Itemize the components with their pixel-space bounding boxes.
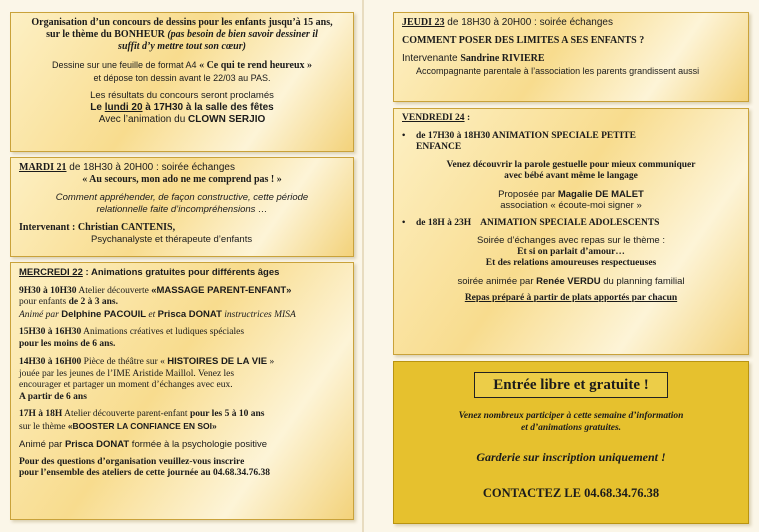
mardi-title: « Au secours, mon ado ne me comprend pas ! » bbox=[82, 174, 282, 185]
concours-intro: Organisation d’un concours de dessins pour les enfants jusqu’à 15 ans, bbox=[31, 17, 333, 28]
mercredi-inscription-2: pour l’ensemble des ateliers de cette journée au 04.68.34.76.38 bbox=[19, 468, 271, 478]
encart-garderie: Garderie sur inscription uniquement ! bbox=[476, 450, 666, 464]
mardi-desc-1: Comment appréhender, de façon constructive, cette période bbox=[55, 192, 309, 203]
mardi-role: Psychanalyste et thérapeute d’enfants bbox=[91, 234, 253, 245]
concours-date: Le lundi 20 à 17H30 à la salle des fêtes bbox=[90, 102, 274, 113]
mercredi-heading: MERCREDI 22 : Animations gratuites pour différents âges bbox=[19, 267, 280, 278]
mardi-heading: MARDI 21 de 18H30 à 20H00 : soirée échanges bbox=[19, 162, 235, 173]
jeudi-intervenante: Intervenante Sandrine RIVIERE bbox=[402, 53, 545, 64]
vendredi-item-petite-enfance: • de 17H30 à 18H30 ANIMATION SPECIALE PETITE ENFANCE bbox=[402, 130, 636, 152]
mardi-desc-2: relationnelle faite d’incompréhensions … bbox=[96, 204, 268, 215]
jeudi-title: COMMENT POSER DES LIMITES A SES ENFANTS ? bbox=[402, 35, 645, 46]
mercredi-atelier-4: 17H à 18H Atelier découverte parent-enfant pour les 5 à 10 ans bbox=[19, 409, 265, 419]
concours-theme: sur le thème du BONHEUR (pas besoin de bien savoir dessiner il bbox=[46, 29, 318, 40]
mercredi-panel: MERCREDI 22 : Animations gratuites pour différents âges 9H30 à 10H30 Atelier découverte «MASSAGE PARENT-ENFANT» pour enfants de 2 à 3 ans. Animé par Delphine PACOUIL et Prisca DONAT instructrices MISA 15H30 à 16H30 Animations créatives et ludiques spéciales pour les moins de 6 ans. 14H30 à 16H00 Pièce de théâtre sur « HISTOIRES DE LA VIE » jouée par les jeunes de l’IME Aristide Maillol. Venez les encourager et partager un moment d’échanges avec eux. A partir de 6 ans 17H à 18H Atelier découverte parent-enfant pour les 5 à 10 ans sur le thème «BOOSTER LA CONFIANCE EN SOI» Animé par Prisca DONAT formée à la psychologie positive Pour des questions d’organisation veuillez-vous inscrire pour l’ensemble des ateliers de cette journée au 04.68.34.76.38 bbox=[10, 262, 354, 520]
encart-venez-1: Venez nombreux participer à cette semaine d’information bbox=[458, 411, 684, 421]
encart-contact: CONTACTEZ LE 04.68.34.76.38 bbox=[482, 486, 660, 500]
jeudi-panel bbox=[393, 12, 749, 102]
page-fold bbox=[362, 0, 364, 532]
mardi-intervenant: Intervenant : Christian CANTENIS, bbox=[19, 222, 176, 233]
jeudi-heading: JEUDI 23 de 18H30 à 20H00 : soirée échanges bbox=[402, 17, 613, 28]
mardi-panel bbox=[10, 157, 354, 257]
mercredi-atelier-2: 15H30 à 16H30 Animations créatives et ludiques spéciales bbox=[19, 327, 245, 337]
vendredi-item-adolescents: • de 18H à 23H ANIMATION SPECIALE ADOLESCENTS bbox=[402, 217, 660, 228]
concours-panel bbox=[10, 12, 354, 152]
concours-resultats: Les résultats du concours seront proclamés bbox=[90, 90, 274, 101]
mercredi-inscription-1: Pour des questions d’organisation veuillez-vous inscrire bbox=[19, 456, 245, 467]
concours-clown: Avec l’animation du CLOWN SERJIO bbox=[98, 114, 266, 125]
vendredi-heading: VENDREDI 24 : bbox=[402, 113, 471, 123]
encart-venez-2: et d’animations gratuites. bbox=[520, 423, 622, 433]
concours-note: suffit d’y mettre tout son cœur) bbox=[118, 41, 246, 52]
info-encart bbox=[393, 361, 749, 524]
mercredi-atelier-3: 14H30 à 16H00 Pièce de théâtre sur « HISTOIRES DE LA VIE » bbox=[19, 356, 275, 367]
concours-depose: et dépose ton dessin avant le 22/03 au PAS. bbox=[93, 73, 271, 83]
entree-libre-box: Entrée libre et gratuite ! bbox=[474, 372, 668, 398]
vendredi-repas: Repas préparé à partir de plats apportés par chacun bbox=[464, 293, 678, 303]
jeudi-role: Accompagnante parentale à l’association les parents grandissent aussi bbox=[416, 66, 700, 76]
mercredi-atelier-1: 9H30 à 10H30 Atelier découverte «MASSAGE PARENT-ENFANT» bbox=[19, 284, 292, 296]
concours-dessine: Dessine sur une feuille de format A4 « Ce qui te rend heureux » bbox=[51, 60, 313, 71]
vendredi-panel: VENDREDI 24 : • de 17H30 à 18H30 ANIMATION SPECIALE PETITE ENFANCE Venez découvrir la parole gestuelle pour mieux communiquer avec bébé avant même le langage Proposée par Magalie DE MALET association « écoute-moi signer » • de 18H à 23H ANIMATION SPECIALE ADOLESCENTS Soirée d’échanges avec repas sur le thème : Et si on parlait d’amour… Et des relations amoureuses respectueuses soirée animée par Renée VERDU du planning familial Repas préparé à partir de plats apportés par chacun bbox=[393, 108, 749, 355]
